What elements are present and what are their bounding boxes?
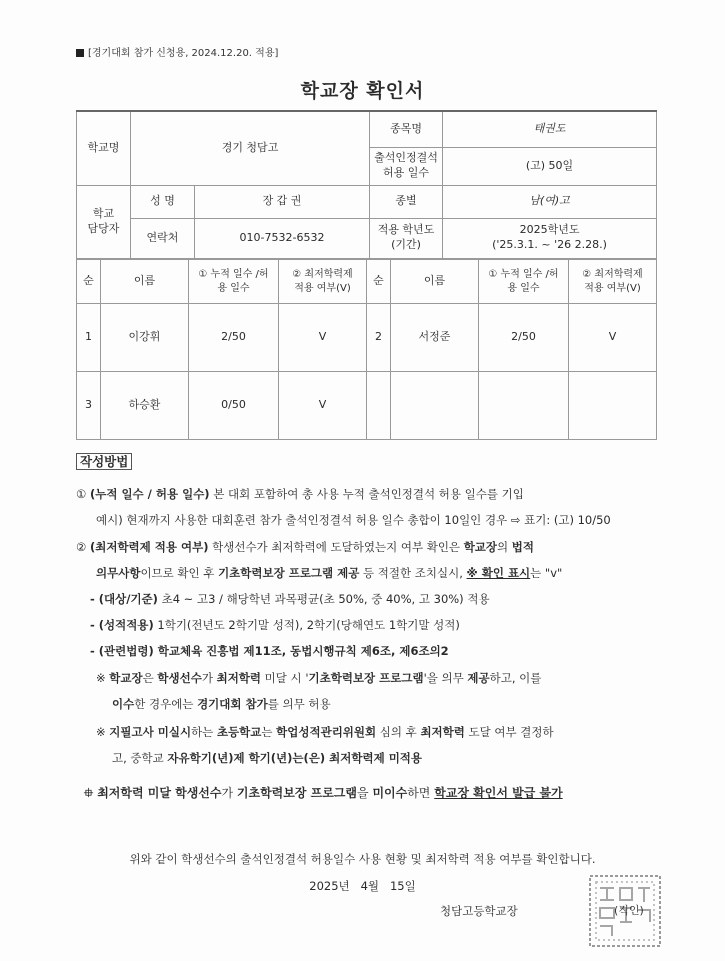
- student-name: 서정준: [391, 304, 479, 372]
- student-days: 2/50: [189, 304, 279, 372]
- manager-label: 학교 담당자: [77, 185, 131, 258]
- year-value: 2025학년도 ('25.3.1. ~ '26 2.28.): [443, 218, 657, 258]
- name-value: 장 갑 권: [195, 185, 370, 218]
- student-name: 이강휘: [101, 304, 189, 372]
- method-heading: 작성방법: [76, 452, 132, 470]
- header-name: 이름: [391, 260, 479, 304]
- name-label: 성 명: [131, 185, 195, 218]
- info-table: [76, 110, 657, 259]
- gender-value: 남(여)고: [443, 185, 657, 218]
- student-days: 0/50: [189, 372, 279, 440]
- warning-note: ⯐ 최저학력 미달 학생선수가 기초학력보장 프로그램을 미이수하면 학교장 확인서 발급 불가: [84, 786, 563, 800]
- header-min: ② 최저학력제 적용 여부(V): [569, 260, 657, 304]
- confirmation-text: 위와 같이 학생선수의 출석인정결석 허용일수 사용 현황 및 최저학력 적용 여부를 확인합니다.: [129, 852, 596, 866]
- seal-label: (직인): [614, 904, 644, 917]
- method-line-11: 고, 중학교 자유학기(년)제 학기(년)는(은) 최저학력제 미적용: [112, 751, 423, 765]
- allow-days-value: (고) 50일: [443, 147, 657, 185]
- method-line-10: ※ 지필고사 미실시하는 초등학교는 학업성적관리위원회 심의 후 최저학력 도달 여부 결정하: [96, 725, 554, 739]
- table-row: [77, 304, 657, 372]
- official-seal: [586, 872, 664, 950]
- school-label: 학교명: [77, 111, 131, 185]
- students-table: [76, 259, 657, 440]
- method-line-9: 이수한 경우에는 경기대회 참가를 의무 허용: [112, 697, 331, 711]
- student-min: V: [279, 372, 367, 440]
- page-title: 학교장 확인서: [300, 80, 425, 102]
- student-days: 2/50: [479, 304, 569, 372]
- header-days: ① 누적 일수 /허 용 일수: [189, 260, 279, 304]
- table-row: [77, 372, 657, 440]
- header-days: ① 누적 일수 /허 용 일수: [479, 260, 569, 304]
- method-line-2: 예시) 현재까지 사용한 대회훈련 참가 출석인정결석 허용 일수 총합이 10일인 경우 ⇨ 표기: (고) 10/50: [96, 513, 611, 527]
- warning-icon: ⯐: [84, 786, 94, 800]
- method-line-5: - (대상/기준) 초4 ~ 고3 / 해당학년 과목평균(초 50%, 중 40%, 고 30%) 적용: [90, 592, 490, 606]
- student-no: [367, 372, 391, 440]
- header-name: 이름: [101, 260, 189, 304]
- header-no: 순: [77, 260, 101, 304]
- method-line-4: 의무사항이므로 확인 후 기초학력보장 프로그램 제공 등 적절한 조치실시, ※ 확인 표시는 "v": [96, 566, 563, 580]
- school-value: 경기 청담고: [131, 111, 370, 185]
- student-no: 2: [367, 304, 391, 372]
- student-name: 하승환: [101, 372, 189, 440]
- year-label: 적용 학년도 (기간): [370, 218, 443, 258]
- sport-label: 종목명: [370, 111, 443, 147]
- square-bullet-icon: [76, 49, 84, 57]
- header-no: 순: [367, 260, 391, 304]
- method-line-6: - (성적적용) 1학기(전년도 2학기말 성적), 2학기(당해연도 1학기말 성적): [90, 618, 460, 632]
- gender-label: 종별: [370, 185, 443, 218]
- students-header-row: [77, 260, 657, 304]
- header-min: ② 최저학력제 적용 여부(V): [279, 260, 367, 304]
- student-min: V: [569, 304, 657, 372]
- contact-value: 010-7532-6532: [195, 218, 370, 258]
- student-no: 3: [77, 372, 101, 440]
- student-days: [479, 372, 569, 440]
- student-min: V: [279, 304, 367, 372]
- issue-date: 2025년 4월 15일: [309, 879, 416, 893]
- issuer-name: 청담고등학교장: [440, 904, 518, 918]
- contact-label: 연락처: [131, 218, 195, 258]
- student-no: 1: [77, 304, 101, 372]
- method-line-8: ※ 학교장은 학생선수가 최저학력 미달 시 '기초학력보장 프로그램'을 의무 제공하고, 이를: [96, 671, 542, 685]
- allow-days-label: 출석인정결석 허용 일수: [370, 147, 443, 185]
- student-min: [569, 372, 657, 440]
- method-line-7: - (관련법령) 학교체육 진흥법 제11조, 동법시행규칙 제6조, 제6조의2: [90, 644, 449, 658]
- header-tag: [경기대회 참가 신청용, 2024.12.20. 적용]: [76, 44, 278, 59]
- sport-value: 태권도: [443, 111, 657, 147]
- method-line-1: ① (누적 일수 / 허용 일수) 본 대회 포함하여 총 사용 누적 출석인정결석 허용 일수를 기입: [76, 487, 524, 501]
- method-line-3: ② (최저학력제 적용 여부) 학생선수가 최저학력에 도달하였는지 여부 확인은 학교장의 법적: [76, 540, 535, 554]
- student-name: [391, 372, 479, 440]
